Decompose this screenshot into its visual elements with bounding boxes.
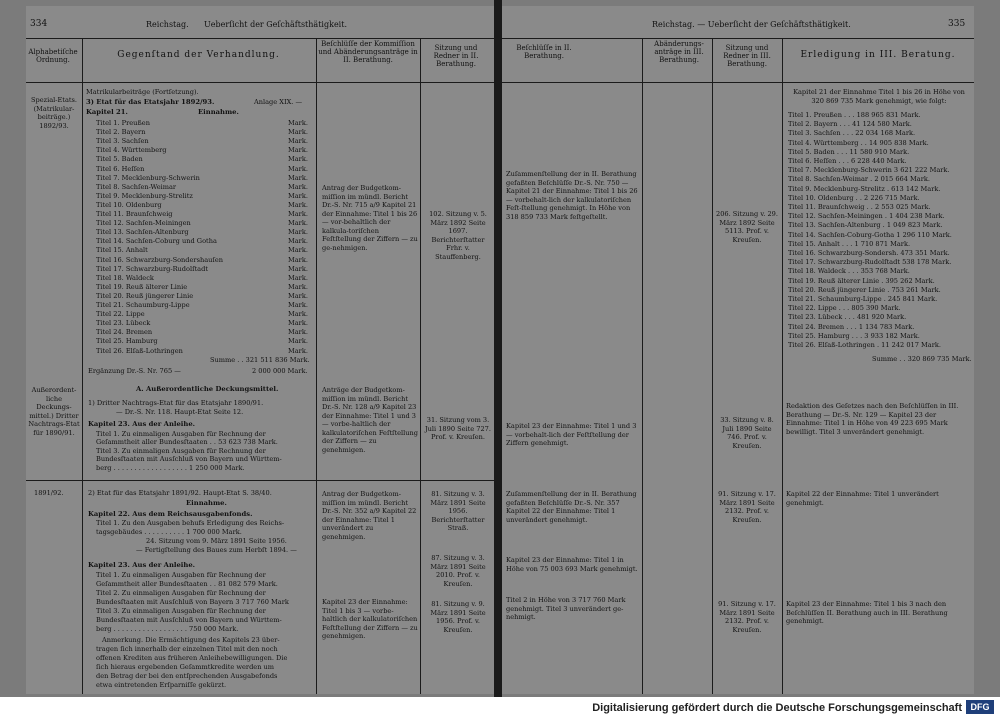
erledigung-list-item: Titel 20. Reuß jüngerer Linie . 753 261 Mark. [788,285,941,294]
subject-a-title: A. Außerordentliche Deckungsmittel. [136,385,279,393]
erledigung-list-item: Titel 16. Schwarzburg-Sondersh. 473 351 Mark. [788,249,950,257]
titel-list-item: Titel 24. Bremen [96,328,153,337]
subject-d1: 1) Dritter Nachtrags-Etat für das Etatsjahr 1890/91. [88,399,264,407]
col-beschluesse-head: Beſchlüſſe in II. Berathung. [516,44,572,61]
titel-mark-label: Mark. [288,291,308,300]
subject-n2: tragen ſich innerhalb der einzelnen Titel mit den noch [96,645,278,653]
col-alpha-head: Alphabetiſche Ordnung. [28,48,78,65]
sitting-block-2: 31. Sitzung vom 3. Juli 1890 Seite 727. Prof. v. Kreuſen. [425,416,491,442]
titel-mark-label: Mark. [288,182,308,191]
erledigung-list-item: Titel 26. Elſaß-Lothringen . 11 242 017 Mark. [788,341,941,349]
titel-list-item: Titel 5. Baden [96,155,143,164]
commission-block-4: Kapitel 23 der Einnahme: Titel 1 bis 3 — vorbe-haltlich der kalkulatoriſchen Feſtſtellung der Ziffern — zu genehmigen. [322,598,418,641]
subject-sum: Summe . . 321 511 836 Mark. [210,356,310,364]
titel-list-item: Titel 10. Oldenburg [96,200,162,209]
titel-mark-label: Mark. [288,310,308,319]
sitting-block-1: 102. Sitzung v. 5. März 1892 Seite 1697. Berichterſtatter Frhr. v. Stauffenberg. [429,210,487,261]
titel-mark-label: Mark. [288,319,308,328]
sitzung-block-3: 91. Sitzung v. 17. März 1891 Seite 2132. Prof. v. Kreuſen. [718,490,776,524]
titel-mark-label: Mark. [288,246,308,255]
col-antraege-head: Abänderungs-anträge in III. Berathung. [654,40,704,65]
titel-mark-label: Mark. [288,273,308,282]
subject-d4: Titel 1. Zu einmaligen Ausgaben für Rechnung der [96,430,266,438]
subject-e4: Titel 1. Zu den Ausgaben behufs Erledigung des Reichs- [96,519,285,527]
subject-d7: Bundesſtaaten mit Ausſchluß von Bayern und Württem- [96,455,282,463]
left-page-number: 334 [30,19,48,29]
subject-f7: Bundesſtaaten mit Ausſchluß von Bayern und Württem- [96,616,282,624]
erledigung-list-item: Titel 8. Sachſen-Weimar . 2 015 664 Mark. [788,175,930,184]
subject-e3: Kapitel 22. Aus dem Reichsausgabenfonds. [88,510,253,518]
left-header-center: Reichstag. [146,20,189,29]
col-divider-1 [82,38,83,694]
titel-mark-label: Mark. [288,164,308,173]
subject-e7: — Fertigſtellung des Baues zum Herbſt 1894. — [136,546,297,554]
subject-line-2b: Anlage XIX. — [254,98,303,106]
subject-d5: Geſammtheit aller Bundesſtaaten . . 53 623 738 Mark. [96,438,278,446]
side-label-year: 1891/92. [34,489,64,497]
titel-list-item: Titel 14. Sachſen-Coburg und Gotha [96,237,217,246]
right-page [502,6,974,694]
titel-list-item: Titel 15. Anhalt [96,246,148,255]
titel-mark-label: Mark. [288,337,308,346]
col-sitzung-head: Sitzung und Redner in III. Berathung. [723,44,771,69]
titel-mark-label: Mark. [288,128,308,137]
sitting-block-3: 81. Sitzung v. 3. März 1891 Seite 1956. Berichterſtatter Straß. [430,490,486,533]
side-label-dritter: Außerordent-liche Deckungs-mittel.) Dritter Nachtrags-Etat für 1890/91. [28,386,80,437]
sitzung-block-4: 91. Sitzung v. 17. März 1891 Seite 2132. Prof. v. Kreuſen. [718,600,776,634]
subject-n4: ſich hieraus ergebenden Geſammtkredite werden um [96,663,275,671]
section-rule-1 [26,480,494,481]
right-col-divider-1 [642,38,643,694]
subject-n1: Anmerkung. Die Ermächtigung des Kapitels 23 über- [102,636,280,644]
titel-list-item: Titel 11. Braunſchweig [96,210,173,218]
subject-f5: Bundesſtaaten mit Ausſchluß von Bayern 3 717 760 Mark [96,598,289,606]
erledigung-list-item: Titel 15. Anhalt . . . 1 710 871 Mark. [788,239,911,248]
erledigung-list-item: Titel 17. Schwarzburg-Rudolſtadt 538 178 Mark. [788,258,952,267]
subject-e6: 24. Sitzung vom 9. März 1891 Seite 1956. [146,537,287,545]
titel-list-item: Titel 20. Reuß jüngerer Linie [96,291,194,300]
commission-block-1: Antrag der Budgetkom-miſſion im mündl. Bericht Dr.-S. Nr. 715 a/9 Kapitel 21 der Einnahme: Titel 1 bis 26 — vor-behaltlich der kalkula-toriſchen Feſtſtellung der Ziffern — zu ge-nehmigen. [322,184,418,252]
commission-block-3: Antrag der Budgetkom-miſſion im mündl. Bericht Dr.-S. Nr. 352 a/9 Kapitel 22 der Einnahme: Titel 1 unverändert zu genehmigen. [322,490,417,541]
subject-n5: den Betrag der bei den entſprechenden Ausgabefonds [96,672,278,680]
subject-e1: 2) Etat für das Etatsjahr 1891/92. Haupt-Etat S. 38/40. [88,489,272,497]
erledigung-list-item: Titel 21. Schaumburg-Lippe . 245 841 Mark. [788,295,938,303]
erledigung-list-item: Titel 25. Hamburg . . . 3 933 182 Mark. [788,331,920,340]
erledigung-list-item: Titel 2. Bayern . . . 41 124 580 Mark. [788,120,912,129]
subject-n3: offenen Krediten aus früheren Anleihebewilligungen. Die [96,654,288,662]
subject-line-2: 3) Etat für das Etatsjahr 1892/93. [86,98,215,106]
col-erledigung-head: Erledigung in III. Beratung. [800,50,956,60]
erledigung-list-item: Titel 23. Lübeck . . . 481 920 Mark. [788,313,907,322]
titel-mark-label: Mark. [288,301,308,309]
subject-f1: Kapitel 23. Aus der Anleihe. [88,561,196,569]
footer-bar [0,697,1000,717]
col-divider-2 [316,38,317,694]
titel-list-item: Titel 21. Schaumburg-Lippe [96,301,190,309]
titel-list-item: Titel 16. Schwarzburg-Sondershauſen [96,255,223,264]
titel-list-item: Titel 13. Sachſen-Altenburg [96,228,189,237]
titel-mark-label: Mark. [288,146,308,155]
sitting-block-4: 87. Sitzung v. 3. März 1891 Seite 2010. Prof. v. Kreuſen. [430,554,486,588]
erledigung-list-item: Titel 13. Sachſen-Altenburg . 1 049 823 Mark. [788,221,943,230]
right-header-rule-bottom [502,82,974,83]
titel-list-item: Titel 2. Bayern [96,128,146,137]
subject-ergaenzung-value: 2 000 000 Mark. [252,367,308,375]
subject-ergaenzung: Ergänzung Dr.-S. Nr. 765 — [88,367,181,375]
erledigung-list-item: Titel 19. Reuß älterer Linie . 395 262 Mark. [788,276,935,285]
titel-mark-label: Mark. [288,346,308,355]
left-page [26,6,494,694]
left-header-title: Ueberſicht der Geſchäftsthätigkeit. [204,20,347,29]
subject-f3: Geſammtheit aller Bundesſtaaten . . 81 082 579 Mark. [96,580,278,588]
erledigung-list-item: Titel 10. Oldenburg . . 2 226 715 Mark. [788,193,920,202]
erledigung-list-item: Titel 14. Sachſen-Coburg-Gotha 1 296 110 Mark. [788,230,952,239]
titel-mark-label: Mark. [288,255,308,264]
dfg-logo: DFG [966,700,994,714]
header-rule-bottom [26,82,494,83]
erledigung-list-item: Titel 5. Baden . . . 11 580 910 Mark. [788,147,910,156]
titel-mark-label: Mark. [288,200,308,209]
titel-list-item: Titel 19. Reuß älterer Linie [96,282,188,291]
titel-mark-label: Mark. [288,328,308,337]
erledigung-list-item: Titel 11. Braunſchweig . . 2 553 025 Mark. [788,203,931,211]
erledigung-list-item: Titel 1. Preußen . . . 188 965 831 Mark. [788,111,921,119]
col-commission-head: Beſchlüſſe der Kommiſſion und Abänderungsanträge in II. Berathung. [318,40,418,65]
subject-f2: Titel 1. Zu einmaligen Ausgaben für Rechnung der [96,571,266,579]
erledigung-block-3: Kapitel 23 der Einnahme: Titel 1 bis 3 nach den Beſchlüſſen II. Berathung auch in III. Berathung genehmigt. [786,600,948,626]
erledigung-list-item: Titel 12. Sachſen-Meiningen . 1 404 238 Mark. [788,212,945,221]
right-header-center: Reichstag. — Ueberſicht der Geſchäftsthätigkeit. [652,20,851,29]
titel-list-item: Titel 9. Mecklenburg-Strelitz [96,191,193,200]
titel-mark-label: Mark. [288,173,308,182]
titel-mark-label: Mark. [288,264,308,273]
subject-d2: — Dr.-S. Nr. 118. Haupt-Etat Seite 12. [116,408,244,416]
erledigung-sum: Summe . . 320 869 735 Mark. [872,355,972,363]
commission-block-2: Anträge der Budgetkom-miſſion im mündl. Bericht Dr.-S. Nr. 128 a/9 Kapitel 23 der Einnahme: Titel 1 und 3 — vorbe-haltlich der kalkulatoriſchen Feſtſtellung der Ziffern — zu genehmigen. [322,386,418,454]
subject-d3: Kapitel 23. Aus der Anleihe. [88,420,196,428]
titel-mark-label: Mark. [288,191,308,200]
titel-list-item: Titel 6. Heſſen [96,164,145,173]
sitting-block-5: 81. Sitzung v. 9. März 1891 Seite 1956. Prof. v. Kreuſen. [430,600,486,634]
right-page-number: 335 [948,19,966,29]
titel-mark-label: Mark. [288,219,308,228]
book-gutter [494,0,502,697]
col-divider-3 [420,38,421,694]
side-label-spezial: Spezial-Etats. (Matrikular-beiträge.) 1892/93. [30,96,77,130]
titel-list-item: Titel 23. Lübeck [96,319,151,328]
beschluss-block-1: Zuſammenſtellung der in II. Berathung gefaßten Beſchlüſſe Dr.-S. Nr. 750 — Kapitel 21 der Einnahme: Titel 1 bis 26 — vorbehalt-lich der kalkulatoriſchen Feſt-ſtellung genehmigt. In Höhe von 318 859 733 Mark feſtgeſtellt. [506,170,638,221]
subject-f4: Titel 2. Zu einmaligen Ausgaben für Rechnung der [96,589,266,597]
subject-d8: berg . . . . . . . . . . . . . . . . . . 1 250 000 Mark. [96,464,245,472]
beschluss-block-2: Kapitel 23 der Einnahme: Titel 1 und 3 — vorbehalt-lich der Feſtſtellung der Ziffern genehmigt. [506,422,637,448]
erledigung-list-item: Titel 18. Waldeck . . . 353 768 Mark. [788,267,910,276]
subject-line-3b: Einnahme. [198,108,239,116]
erledigung-block-2: Kapitel 22 der Einnahme: Titel 1 unverändert genehmigt. [786,490,939,507]
erledigung-list-item: Titel 22. Lippe . . . 805 390 Mark. [788,304,901,313]
titel-list-item: Titel 26. Elſaß-Lothringen [96,346,183,355]
beschluss-block-4: Kapitel 23 der Einnahme: Titel 1 in Höhe von 75 003 693 Mark genehmigt. [506,556,638,573]
titel-list-item: Titel 18. Waldeck [96,273,154,282]
titel-list-item: Titel 17. Schwarzburg-Rudolſtadt [96,264,208,273]
titel-mark-label: Mark. [288,282,308,291]
right-header-rule-top [502,38,974,39]
beschluss-block-5: Titel 2 in Höhe von 3 717 760 Mark genehmigt. Titel 3 unverändert ge-nehmigt. [506,596,626,622]
sitzung-block-1: 206. Sitzung v. 29. März 1892 Seite 5113. Prof. v. Kreuſen. [716,210,778,244]
right-col-divider-2 [712,38,713,694]
titel-mark-label: Mark. [288,119,308,127]
titel-list-item: Titel 12. Sachſen-Meiningen [96,219,191,228]
titel-mark-label: Mark. [288,155,308,164]
titel-list-item: Titel 25. Hamburg [96,337,158,346]
titel-mark-label: Mark. [288,237,308,246]
erledigung-list-item: Titel 3. Sachſen . . . 22 034 168 Mark. [788,129,916,138]
erledigung-list-item: Titel 7. Mecklenburg-Schwerin 3 621 222 Mark. [788,166,950,175]
titel-list-item: Titel 4. Württemberg [96,146,167,155]
sitzung-block-2: 33. Sitzung v. 8. Juli 1890 Seite 746. Prof. v. Kreuſen. [720,416,774,450]
erledigung-block-1: Redaktion des Geſetzes nach den Beſchlüſſen in III. Berathung — Dr.-S. Nr. 129 — Kapitel 23 der Einnahme: Titel 1 in Höhe von 49 223 695 Mark bewilligt. Titel 3 unverändert genehmigt. [786,402,959,436]
subject-f8: berg . . . . . . . . . . . . . . . . . . 750 000 Mark. [96,625,239,633]
header-rule-top [26,38,494,39]
subject-e5: tagsgebäudes . . . . . . . . . . 1 700 000 Mark. [96,528,242,536]
erledigung-list-item: Titel 9. Mecklenburg-Strelitz . 613 142 Mark. [788,184,941,193]
titel-list-item: Titel 7. Mecklenburg-Schwerin [96,173,200,182]
right-col-divider-3 [782,38,783,694]
erledigung-list-item: Titel 4. Württemberg . . 14 905 838 Mark. [788,138,929,147]
subject-n6: etwa eintretenden Erſparniſſe gekürzt. [96,681,227,689]
subject-f6: Titel 3. Zu einmaligen Ausgaben für Rechnung der [96,607,266,615]
titel-list-item: Titel 22. Lippe [96,310,145,319]
erledigung-list-item: Titel 24. Bremen . . . 1 134 783 Mark. [788,322,915,331]
erledigung-head-text: Kapitel 21 der Einnahme Titel 1 bis 26 in Höhe von 320 869 735 Mark genehmigt, wie folgt: [793,88,965,105]
col-subject-head: Gegenſtand der Verhandlung. [117,50,280,60]
titel-mark-label: Mark. [288,228,308,237]
titel-list-item: Titel 3. Sachſen [96,137,149,146]
subject-line-3: Kapitel 21. [86,108,128,116]
footer-credit-text: Digitalisierung gefördert durch die Deutsche Forschungsgemeinschaft [592,702,962,714]
titel-list-item: Titel 8. Sachſen-Weimar [96,182,177,191]
subject-d6: Titel 3. Zu einmaligen Ausgaben für Rechnung der [96,447,266,455]
titel-list-item: Titel 1. Preußen [96,119,150,127]
erledigung-list-item: Titel 6. Heſſen . . . 6 228 440 Mark. [788,157,907,165]
titel-mark-label: Mark. [288,137,308,146]
beschluss-block-3: Zuſammenſtellung der in II. Berathung gefaßten Beſchlüſſe Dr.-S. Nr. 357 Kapitel 22 der Einnahme: Titel 1 unverändert genehmigt. [506,490,637,524]
subject-line-1: Matrikularbeiträge (Fortſetzung). [86,88,199,96]
col-sitting-head: Sitzung und Redner in II. Berathung. [433,44,479,69]
subject-e2: Einnahme. [186,499,227,507]
titel-mark-label: Mark. [288,210,308,218]
